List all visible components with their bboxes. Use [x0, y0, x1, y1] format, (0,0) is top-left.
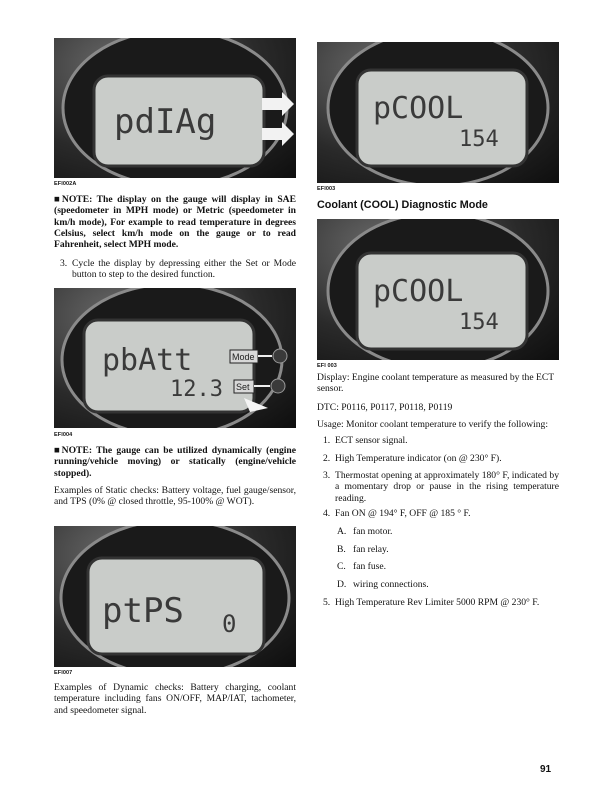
gauge-display-battery — [54, 288, 296, 428]
lcd-bottom-text: 154 — [459, 127, 499, 152]
figure-caption: EFI 003 — [317, 363, 337, 369]
list-number: 3. — [323, 470, 331, 481]
lcd-bottom-text: 12.3 — [170, 377, 223, 402]
list-number: 5. — [323, 597, 331, 608]
sub-list-letter: C. — [337, 561, 346, 572]
note-text: The display on the gauge will display in SAE (speedometer in MPH mode) or Metric (speedometer in km/h mode), For example to read temperature in degrees Celsius, select km/h mode on the gauge or to read Fahrenheit, select MPH mode. — [54, 194, 296, 251]
step-text: Cycle the display by depressing either the Set or Mode button to step to the desired function. — [72, 258, 296, 281]
sub-list-text: fan motor. — [353, 526, 393, 537]
list-text: Thermostat opening at approximately 180° F, indicated by a momentary drop or pause in the rising temperature reading. — [335, 470, 559, 504]
lcd-top-text: pdIAg — [114, 102, 217, 142]
list-text: High Temperature Rev Limiter 5000 RPM @ 230° F. — [335, 597, 540, 608]
note-text: The gauge can be utilized dynamically (engine running/vehicle moving) or statically (engine/vehicle stopped). — [54, 445, 297, 479]
sub-list-letter: D. — [337, 579, 347, 590]
lcd-top-text: pCOOL — [373, 91, 464, 126]
gauge-photo-cool-1 — [317, 42, 559, 183]
sub-list-text: fan relay. — [353, 544, 389, 555]
note-dynamic-static — [54, 445, 296, 479]
mode-label: Mode — [232, 352, 255, 362]
page-number: 91 — [540, 764, 552, 775]
section-heading: Coolant (COOL) Diagnostic Mode — [317, 199, 488, 211]
figure-caption: EFI003 — [317, 186, 336, 192]
sub-list-letter: B. — [337, 544, 346, 555]
static-checks: Examples of Static checks: Battery voltage, fuel gauge/sensor, and TPS (0% @ closed throttle, 95-100% @ WOT). — [54, 485, 296, 508]
lcd-top-text: pCOOL — [373, 274, 464, 309]
sub-list-letter: A. — [337, 526, 347, 537]
figure-caption: EFI007 — [54, 670, 73, 676]
lcd-top-text: pbAtt — [102, 343, 193, 378]
gauge-photo-diag — [54, 38, 296, 178]
set-label: Set — [236, 382, 250, 392]
gauge-photo-cool-2 — [317, 219, 559, 360]
lcd-bottom-text: 154 — [459, 310, 499, 335]
step-number: 3. — [60, 258, 68, 269]
gauge-display-cool-1 — [317, 42, 559, 183]
dtc-list: DTC: P0116, P0117, P0118, P0119 — [317, 402, 453, 413]
mode-button-icon — [273, 349, 287, 363]
note-display-units — [54, 194, 296, 250]
display-description: Display: Engine coolant temperature as measured by the ECT sensor. — [317, 372, 554, 395]
list-text: Fan ON @ 194° F, OFF @ 185 ° F. — [335, 508, 471, 519]
sub-list-text: fan fuse. — [353, 561, 387, 572]
list-number: 2. — [323, 453, 331, 464]
figure-caption: EFI004 — [54, 432, 73, 438]
gauge-display-diag — [54, 38, 296, 178]
usage-description: Usage: Monitor coolant temperature to verify the following: — [317, 419, 548, 430]
set-button-icon — [271, 379, 285, 393]
gauge-display-tps — [54, 526, 296, 667]
list-text: High Temperature indicator (on @ 230° F). — [335, 453, 502, 464]
list-number: 1. — [323, 435, 331, 446]
gauge-photo-battery — [54, 288, 296, 428]
note-lead: ■NOTE: — [54, 445, 97, 456]
list-text: ECT sensor signal. — [335, 435, 408, 446]
sub-list-text: wiring connections. — [353, 579, 429, 590]
list-number: 4. — [323, 508, 331, 519]
note-lead: ■NOTE: — [54, 194, 97, 205]
gauge-photo-tps — [54, 526, 296, 667]
lcd-bottom-text: 0 — [222, 610, 237, 638]
lcd-top-text: ptPS — [102, 591, 184, 631]
gauge-display-cool-2 — [317, 219, 559, 360]
dynamic-checks: Examples of Dynamic checks: Battery charging, coolant temperature including fans ON/OFF, MAP/IAT, tachometer, and speedometer signal. — [54, 682, 296, 716]
figure-caption: EFI002A — [54, 181, 77, 187]
